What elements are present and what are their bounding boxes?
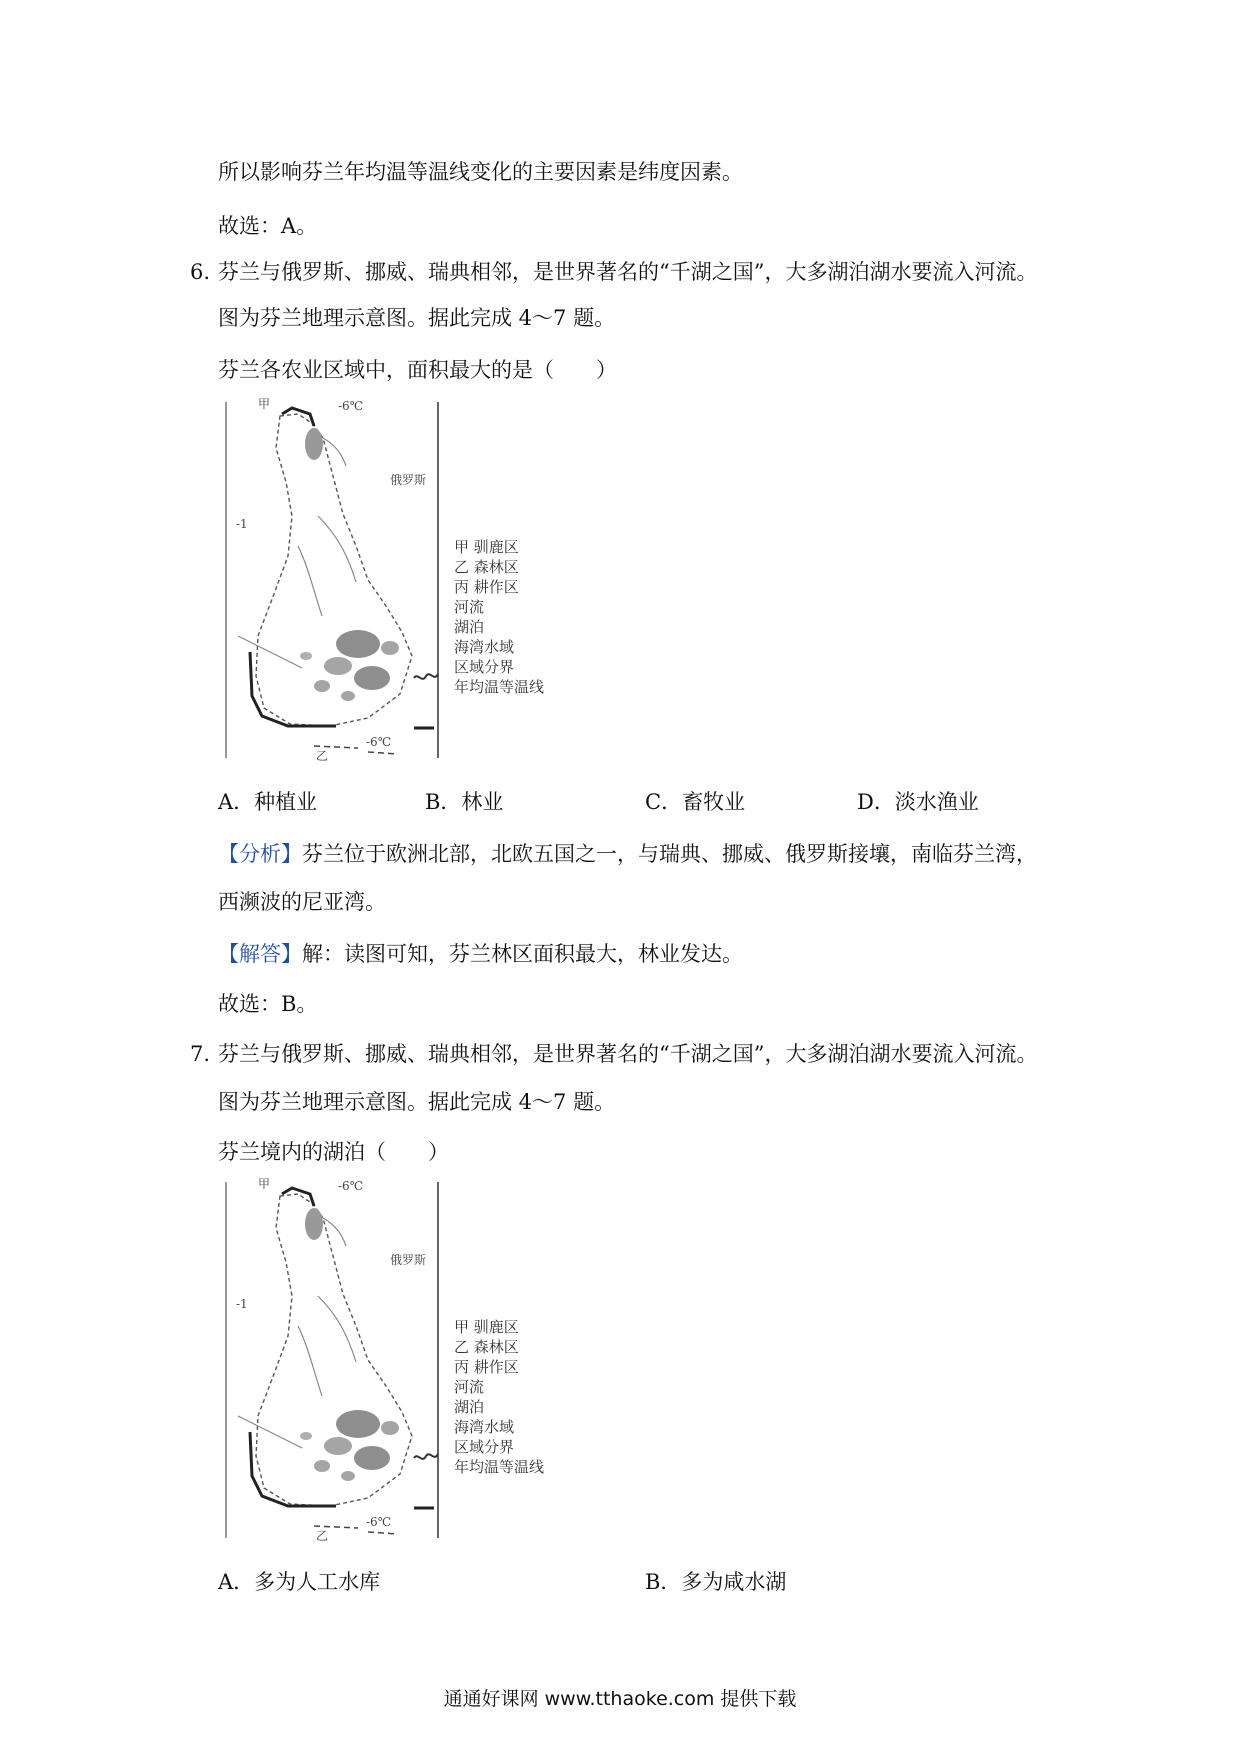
legend-item: 年均温等温线 (454, 678, 545, 696)
analysis-text: 芬兰位于欧洲北部，北欧五国之一，与瑞典、挪威、俄罗斯接壤，南临芬兰湾， (302, 842, 1037, 866)
map-label-bottom: 乙 (316, 749, 329, 763)
map-label-bottom: 乙 (316, 1529, 329, 1543)
choice-line: 故选：B。 (218, 992, 318, 1016)
legend-item: 乙 森林区 (454, 1338, 519, 1356)
map-label-east: 俄罗斯 (390, 1253, 427, 1267)
map-label-east: 俄罗斯 (390, 473, 427, 487)
map-label-top: 甲 (258, 1177, 271, 1191)
analysis-line (218, 840, 1037, 868)
legend-item: 甲 驯鹿区 (454, 1318, 519, 1336)
legend-item: 丙 耕作区 (454, 1358, 519, 1376)
map-label-top-right: -6℃ (338, 1179, 364, 1193)
analysis-tag: 【分析】 (218, 842, 302, 866)
map-label-top: 甲 (258, 397, 271, 411)
map-label-top-right: -6℃ (338, 399, 364, 413)
option-b: B．多为咸水湖 (645, 1570, 787, 1594)
legend-item: 海湾水域 (454, 638, 515, 656)
text-line: 故选：A。 (218, 214, 318, 238)
answer-tag: 【解答】 (218, 942, 302, 966)
question-stem: 芬兰与俄罗斯、挪威、瑞典相邻，是世界著名的“千湖之国”，大多湖泊湖水要流入河流。 (218, 1042, 1038, 1066)
text-line: 所以影响芬兰年均温等温线变化的主要因素是纬度因素。 (218, 160, 743, 184)
legend-item: 区域分界 (454, 658, 515, 676)
legend-item: 湖泊 (454, 618, 485, 636)
option-c: C．畜牧业 (645, 790, 746, 814)
question-number: 6. (190, 260, 211, 284)
question-text: 芬兰各农业区域中，面积最大的是（ ） (218, 358, 617, 382)
map-label-south: -6℃ (366, 1515, 392, 1529)
legend-item: 河流 (454, 598, 485, 616)
map-label-west: -1 (236, 1297, 248, 1311)
question-stem: 图为芬兰地理示意图。据此完成 4～7 题。 (218, 1090, 616, 1114)
legend-item: 湖泊 (454, 1398, 485, 1416)
option-b: B．林业 (425, 790, 504, 814)
question-text: 芬兰境内的湖泊（ ） (218, 1140, 449, 1164)
finland-map-figure (218, 1176, 608, 1546)
question-stem: 图为芬兰地理示意图。据此完成 4～7 题。 (218, 306, 616, 330)
legend-item: 海湾水域 (454, 1418, 515, 1436)
map-label-south: -6℃ (366, 735, 392, 749)
answer-text: 解：读图可知，芬兰林区面积最大，林业发达。 (302, 942, 743, 966)
question-stem: 芬兰与俄罗斯、挪威、瑞典相邻，是世界著名的“千湖之国”，大多湖泊湖水要流入河流。 (218, 260, 1038, 284)
legend-item: 年均温等温线 (454, 1458, 545, 1476)
answer-line (218, 940, 743, 968)
option-d: D．淡水渔业 (857, 790, 979, 814)
legend-item: 区域分界 (454, 1438, 515, 1456)
finland-map-figure (218, 396, 608, 766)
legend-item: 河流 (454, 1378, 485, 1396)
option-a: A．多为人工水库 (218, 1570, 381, 1594)
legend-item: 甲 驯鹿区 (454, 538, 519, 556)
legend-item: 乙 森林区 (454, 558, 519, 576)
map-label-west: -1 (236, 517, 248, 531)
question-number: 7. (190, 1042, 211, 1066)
legend-item: 丙 耕作区 (454, 578, 519, 596)
option-a: A．种植业 (218, 790, 318, 814)
analysis-line: 西濒波的尼亚湾。 (218, 890, 386, 914)
page-footer: 通通好课网 www.tthaoke.com 提供下载 (443, 1688, 797, 1710)
